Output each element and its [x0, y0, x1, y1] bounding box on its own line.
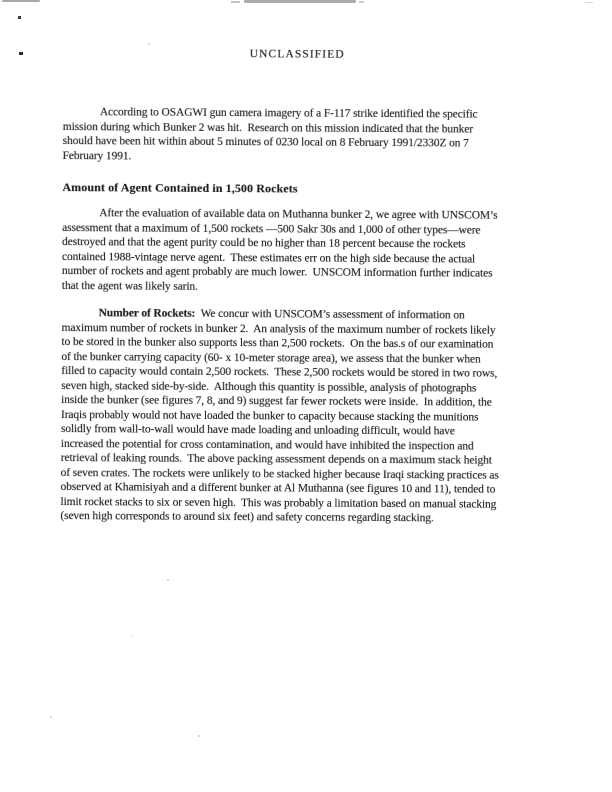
- text-line: mission during which Bunker 2 was hit. Research on this mission indicated that the bunker: [62, 120, 473, 136]
- text-line: (seven high corresponds to around six feet) and safety concerns regarding stacking.: [60, 510, 434, 525]
- text-run: We concur with UNSCOM’s assessment of information on: [195, 307, 465, 322]
- text-line: to be stored in the bunker also supports less than 2,500 rockets. On the bas.s of our examination: [61, 336, 494, 351]
- paragraph-agent-assessment: [62, 206, 565, 296]
- text-line: assessment that a maximum of 1,500 rockets —500 Sakr 30s and 1,000 of other types—were: [62, 221, 481, 237]
- text-line: seven high, stacked side-by-side. Although this quantity is possible, analysis of photographs: [61, 379, 477, 395]
- text-line: filled to capacity would contain 2,500 rockets. These 2,500 rockets would be stored in two rows,: [61, 365, 498, 380]
- paragraph-intro: [63, 105, 565, 166]
- text-line: inside the bunker (see figures 7, 8, and 9) suggest far fewer rockets were inside. In addition, the: [61, 394, 492, 409]
- text-line: After the evaluation of available data on Muthanna bunker 2, we agree with UNSCOM’s: [99, 207, 498, 222]
- text-line: observed at Khamisiyah and a different bunker at Al Muthanna (see figures 10 and 11), tended to: [60, 481, 496, 496]
- text-line: solidly from wall-to-wall would have made loading and unloading difficult, would have: [60, 423, 455, 438]
- text-line: destroyed and that the agent purity could be no higher than 18 percent because the rockets: [62, 236, 466, 251]
- paragraph-lead-in: Number of Rockets:: [98, 307, 196, 320]
- classification-banner: UNCLASSIFIED: [249, 48, 345, 61]
- text-line: According to OSAGWI gun camera imagery of a F-117 strike identified the specific: [99, 106, 478, 121]
- text-line: February 1991.: [62, 149, 132, 162]
- text-line: contained 1988-vintage nerve agent. These estimates err on the high side because the actual: [61, 250, 476, 266]
- text-line: that the agent was likely sarin.: [61, 279, 198, 293]
- text-line: should have been hit within about 5 minutes of 0230 local on 8 February 1991/2330Z on 7: [62, 135, 469, 150]
- text-line: maximum number of rockets in bunker 2. An analysis of the maximum number of rockets likely: [61, 321, 496, 337]
- text-line: Iraqis probably would not have loaded the bunker to capacity because stacking the munitions: [60, 408, 479, 424]
- text-line: limit rocket stacks to six or seven high. This was probably a limitation based on manual stacking: [60, 495, 497, 511]
- section-heading: Amount of Agent Contained in 1,500 Rockets: [62, 180, 298, 196]
- text-line: number of rockets and agent probably are much lower. UNSCOM information further indicates: [61, 265, 493, 280]
- text-line: of the bunker carrying capacity (60- x 10-meter storage area), we assess that the bunker when: [61, 350, 481, 366]
- text-line: retrieval of leaking rounds. The above packing assessment depends on a maximum stack height: [60, 452, 492, 467]
- paragraph-number-of-rockets: [60, 306, 563, 527]
- text-line: of seven crates. The rockets were unlikely to be stacked higher because Iraqi stacking practices as: [60, 466, 499, 482]
- text-line: increased the potential for cross contamination, and would have inhibited the inspection and: [60, 437, 474, 453]
